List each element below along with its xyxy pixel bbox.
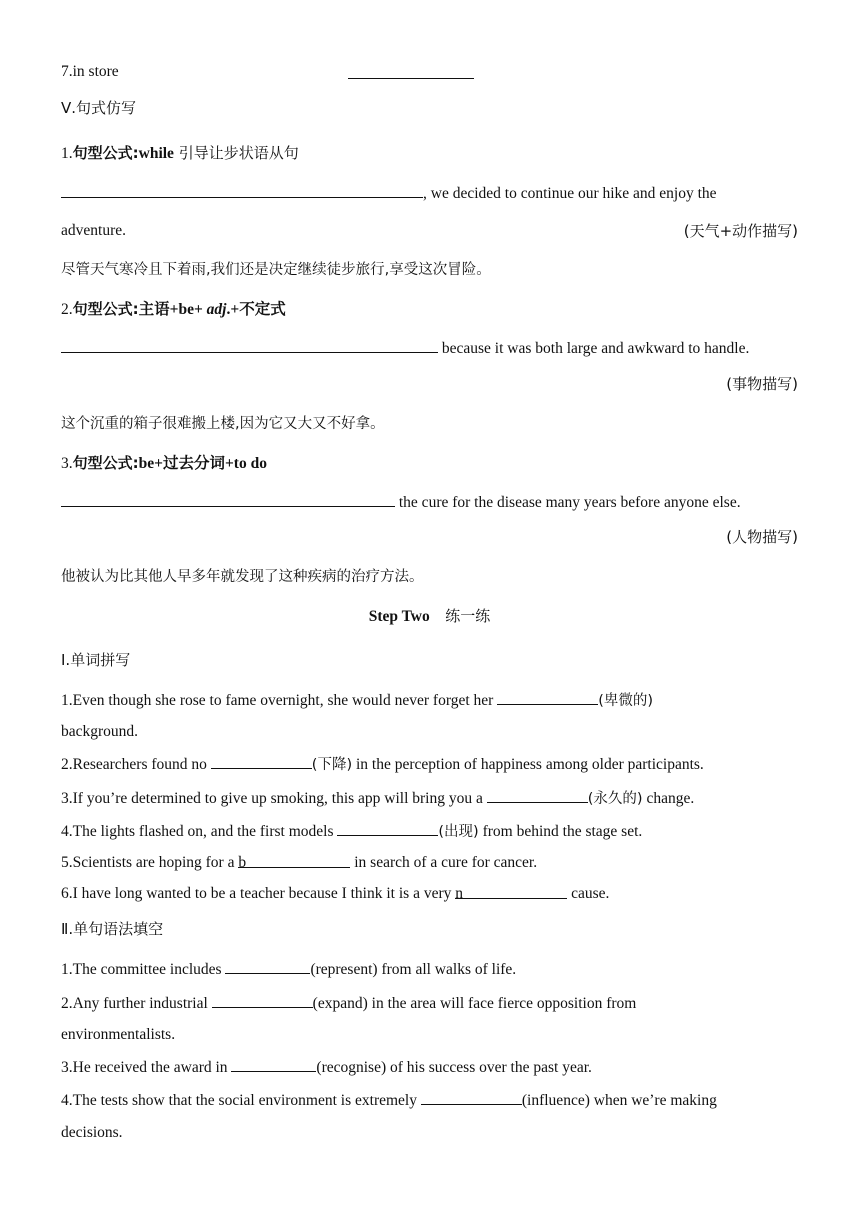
step-heading-cn: 练一练 xyxy=(445,607,491,625)
answer-blank[interactable] xyxy=(455,884,567,902)
sentence-pattern-tag-row-2 xyxy=(61,374,798,394)
section-title-v: Ⅴ.句式仿写 xyxy=(61,99,137,117)
answer-blank[interactable] xyxy=(337,821,438,836)
grammar-item-4: 4.The tests show that the social environment is extremely (influence) when we’re making xyxy=(61,1092,717,1109)
spelling-item-5: 5.Scientists are hoping for a b in search of a cure for cancer. xyxy=(61,854,538,871)
step-heading xyxy=(61,606,798,627)
answer-blank[interactable] xyxy=(61,338,438,353)
section-title-ii: Ⅱ.单句语法填空 xyxy=(61,920,164,938)
answer-blank[interactable] xyxy=(421,1090,522,1105)
sentence-pattern-heading-1: 1.句型公式:while 引导让步状语从句 xyxy=(61,144,299,162)
step-heading-en: Step Two xyxy=(368,608,430,625)
answer-blank[interactable] xyxy=(348,64,474,79)
grammar-item-2: 2.Any further industrial (expand) in the area will face fierce opposition from xyxy=(61,995,637,1012)
sentence-pattern-line-3: the cure for the disease many years before anyone else. xyxy=(61,492,798,513)
sentence-pattern-tag-row-3 xyxy=(61,527,798,547)
spelling-item-6: 6.I have long wanted to be a teacher because I think it is a very n cause. xyxy=(61,885,610,902)
answer-blank[interactable] xyxy=(238,853,350,871)
answer-blank[interactable] xyxy=(61,183,423,198)
grammar-item-4-cont: decisions. xyxy=(61,1124,123,1141)
sentence-pattern-line-2: because it was both large and awkward to handle. xyxy=(61,338,798,359)
spelling-item-4: 4.The lights flashed on, and the first models (出现) from behind the stage set. xyxy=(61,823,643,840)
chinese-translation-3: 他被认为比其他人早多年就发现了这种疾病的治疗方法。 xyxy=(61,569,424,585)
sentence-pattern-heading-3: 3.句型公式:be+过去分词+to do xyxy=(61,454,267,472)
answer-blank[interactable] xyxy=(225,959,310,974)
chinese-translation-1: 尽管天气寒冷且下着雨,我们还是决定继续徒步旅行,享受这次冒险。 xyxy=(61,262,491,278)
spelling-item-2: 2.Researchers found no (下降) in the perception of happiness among older participants. xyxy=(61,756,704,773)
grammar-item-1: 1.The committee includes (represent) from all walks of life. xyxy=(61,961,517,978)
answer-blank[interactable] xyxy=(212,993,313,1008)
phrase-item-7 xyxy=(61,62,798,82)
description-type-tag: (事物描写) xyxy=(726,375,798,393)
description-type-tag: (人物描写) xyxy=(726,528,798,546)
phrase-text: in store xyxy=(72,63,119,80)
description-type-tag: (天气+动作描写) xyxy=(683,222,798,240)
chinese-translation-2: 这个沉重的箱子很难搬上楼,因为它又大又不好拿。 xyxy=(61,416,385,432)
first-letter-hint: n xyxy=(455,885,463,902)
answer-blank[interactable] xyxy=(487,788,588,803)
answer-blank[interactable] xyxy=(211,754,312,769)
answer-blank[interactable] xyxy=(497,690,598,705)
phrase-number: 7. xyxy=(61,63,73,80)
first-letter-hint: b xyxy=(238,854,247,871)
spelling-item-1: 1.Even though she rose to fame overnight, she would never forget her (卑微的) xyxy=(61,692,654,709)
spelling-item-1-cont: background. xyxy=(61,723,139,740)
section-title-i: Ⅰ.单词拼写 xyxy=(61,651,131,669)
grammar-item-3: 3.He received the award in (recognise) of his success over the past year. xyxy=(61,1059,592,1076)
grammar-item-2-cont: environmentalists. xyxy=(61,1026,176,1043)
answer-blank[interactable] xyxy=(61,492,395,507)
sentence-pattern-line-1: , we decided to continue our hike and enjoy the xyxy=(61,183,798,204)
answer-blank[interactable] xyxy=(231,1057,316,1072)
spelling-item-3: 3.If you’re determined to give up smoking, this app will bring you a (永久的) change. xyxy=(61,790,695,807)
sentence-pattern-heading-2: 2.句型公式:主语+be+ adj.+不定式 xyxy=(61,300,286,318)
sentence-pattern-line-1b: adventure. (天气+动作描写) xyxy=(61,222,798,240)
